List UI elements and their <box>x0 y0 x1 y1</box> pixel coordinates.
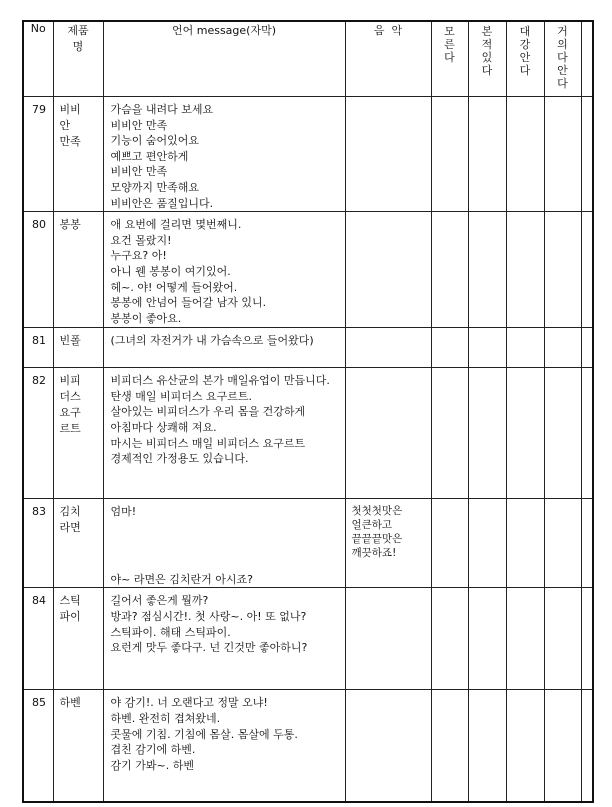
message-line: 모양까지 만족해요 <box>110 180 200 194</box>
message-line: 봉봉이 좋아요. <box>110 311 182 325</box>
table-row <box>23 328 593 368</box>
header-no: No <box>23 21 53 97</box>
check-roughly-know[interactable] <box>506 328 544 368</box>
message-line: 아니 웬 봉봉이 여기있어. <box>110 264 231 278</box>
product-name <box>53 499 103 588</box>
message-line: 감기 가봐~. 하벤 <box>110 758 194 772</box>
check-roughly-know[interactable] <box>506 499 544 588</box>
check-roughly-know[interactable] <box>506 97 544 212</box>
message-line: 경제적인 가정용도 있습니다. <box>110 452 249 466</box>
check-seen[interactable] <box>468 690 506 802</box>
header-music: 음 악 <box>345 21 431 97</box>
ad-recognition-table <box>22 20 594 803</box>
message-line: 가슴을 내려다 보세요 <box>110 103 214 116</box>
message-line: 방과? 점심시간!. 첫 사랑~. 아! 또 없나? <box>110 609 307 623</box>
check-unknown[interactable] <box>431 368 468 499</box>
check-seen[interactable] <box>468 328 506 368</box>
header-product-line: 명 <box>72 40 84 53</box>
header-blank <box>581 21 593 97</box>
music-cell <box>345 499 431 588</box>
product-line: 김치 <box>59 505 81 519</box>
row-number: 79 <box>23 97 53 212</box>
check-roughly-know[interactable] <box>506 212 544 328</box>
product-line: 더스 <box>59 390 81 404</box>
check-mostly-know[interactable] <box>544 97 581 212</box>
table-row <box>23 212 593 328</box>
row-number: 82 <box>23 368 53 499</box>
message-line: 봉봉에 안넘어 들어갈 남자 있니. <box>110 296 267 310</box>
message-gap <box>111 540 341 560</box>
product-name <box>53 588 103 690</box>
check-mostly-know[interactable] <box>544 588 581 690</box>
check-roughly-know[interactable] <box>506 690 544 802</box>
table-row <box>23 368 593 499</box>
message-line: 누구요? 아! <box>110 249 167 263</box>
row-number: 84 <box>23 588 53 690</box>
message-line: 콧물에 기침. 기침에 몸살. 몸살에 두통. <box>110 727 298 741</box>
product-line: 하벤 <box>59 696 81 710</box>
row-number: 85 <box>23 690 53 802</box>
music-cell <box>345 368 431 499</box>
check-mostly-know[interactable] <box>544 368 581 499</box>
ad-message <box>103 97 345 212</box>
row-number: 83 <box>23 499 53 588</box>
product-line: 파이 <box>59 610 81 624</box>
ad-message <box>103 368 345 499</box>
music-cell <box>345 328 431 368</box>
message-line: 비비안은 품질입니다. <box>110 196 214 210</box>
ad-message <box>103 499 345 588</box>
message-line: 비비안 만족 <box>110 118 168 132</box>
message-line: 스틱파이. 해태 스틱파이. <box>110 625 231 639</box>
product-line: 봉봉 <box>59 218 81 232</box>
product-line: 만족 <box>59 135 81 148</box>
product-line: 안 <box>59 119 71 132</box>
header-product-line: 제품 <box>67 24 89 37</box>
message-line: 하벤. 완전히 겹쳐왔네. <box>110 711 221 725</box>
check-roughly-know[interactable] <box>506 368 544 499</box>
check-mostly-know[interactable] <box>544 212 581 328</box>
product-line: 비피 <box>59 374 81 388</box>
check-unknown[interactable] <box>431 499 468 588</box>
ad-message <box>103 212 345 328</box>
music-cell <box>345 588 431 690</box>
row-number: 80 <box>23 212 53 328</box>
blank-cell <box>581 588 593 690</box>
check-unknown[interactable] <box>431 328 468 368</box>
ad-message <box>103 588 345 690</box>
music-line: 첫첫첫맛은 <box>351 505 403 518</box>
music-cell <box>345 690 431 802</box>
check-unknown[interactable] <box>431 690 468 802</box>
message-line: 비비안 만족 <box>110 165 168 179</box>
product-name <box>53 690 103 802</box>
music-cell <box>345 212 431 328</box>
message-line: 겹친 감기에 하벤. <box>110 743 196 757</box>
music-cell <box>345 97 431 212</box>
check-seen[interactable] <box>468 368 506 499</box>
header-seen <box>468 21 506 97</box>
message-line: 예쁘고 편안하게 <box>110 149 189 163</box>
ad-message <box>103 690 345 802</box>
header-unknown <box>431 21 468 97</box>
header-unknown-label: 모른다 <box>444 25 455 64</box>
message-line: 아침마다 상쾌해 져요. <box>110 420 217 434</box>
check-seen[interactable] <box>468 499 506 588</box>
check-mostly-know[interactable] <box>544 499 581 588</box>
message-gap <box>111 520 341 540</box>
music-line: 깨끗하죠! <box>351 547 397 560</box>
product-name <box>53 328 103 368</box>
blank-cell <box>581 368 593 499</box>
header-mostly-know-label: 거의다안다 <box>557 25 568 90</box>
table-row <box>23 588 593 690</box>
message-line: 야 감기!. 너 오랜다고 정말 오냐! <box>110 696 268 710</box>
message-line: 비피더스 유산균의 본가 매일유업이 만듭니다. 탄생 매일 비피더스 요구르트. <box>110 374 330 403</box>
product-name <box>53 212 103 328</box>
product-line: 스틱 <box>59 594 81 608</box>
check-roughly-know[interactable] <box>506 588 544 690</box>
table-row <box>23 690 593 802</box>
row-number: 81 <box>23 328 53 368</box>
check-unknown[interactable] <box>431 97 468 212</box>
message-line: (그녀의 자전거가 내 가슴속으로 들어왔다) <box>110 334 314 348</box>
check-unknown[interactable] <box>431 588 468 690</box>
message-line: 헤~. 야! 어떻게 들어왔어. <box>110 280 238 294</box>
product-name <box>53 368 103 499</box>
check-mostly-know[interactable] <box>544 328 581 368</box>
message-gap <box>111 560 341 572</box>
message-line: 살아있는 비피더스가 우리 몸을 건강하게 <box>110 405 306 419</box>
product-line: 빈폴 <box>59 334 81 348</box>
header-message: 언어 message(자막) <box>103 21 345 97</box>
check-seen[interactable] <box>468 588 506 690</box>
blank-cell <box>581 690 593 802</box>
message-line: 기능이 숨어있어요 <box>110 134 200 148</box>
check-unknown[interactable] <box>431 212 468 328</box>
message-line: 애 요번에 걸리면 몇번째니. <box>110 218 242 232</box>
product-line: 르트 <box>59 422 81 436</box>
check-seen[interactable] <box>468 97 506 212</box>
product-name <box>53 97 103 212</box>
survey-page <box>22 20 592 792</box>
product-line: 요구 <box>59 406 81 420</box>
message-line: 요건 몰랐지! <box>110 233 172 247</box>
message-line: 마시는 비피더스 매일 비피더스 요구르트 <box>110 436 306 450</box>
header-seen-label: 본적있다 <box>481 25 493 77</box>
blank-cell <box>581 499 593 588</box>
blank-cell <box>581 328 593 368</box>
product-line: 라면 <box>59 521 81 535</box>
message-line: 길어서 좋은게 뭘까? <box>110 594 209 608</box>
check-mostly-know[interactable] <box>544 690 581 802</box>
music-line: 얼큰하고 <box>351 519 393 532</box>
header-roughly-know <box>506 21 544 97</box>
header-mostly-know <box>544 21 581 97</box>
music-line: 끝끝끝맛은 <box>351 533 403 546</box>
product-line: 비비 <box>59 103 81 116</box>
blank-cell <box>581 212 593 328</box>
message-line: 야~ 라면은 김치란거 아시죠? <box>110 572 253 586</box>
message-line: 요런게 맛두 좋다구. 넌 긴것만 좋아하니? <box>110 641 308 655</box>
header-roughly-know-label: 대강안다 <box>519 25 531 77</box>
table-row <box>23 499 593 588</box>
table-header-row <box>23 21 593 97</box>
check-seen[interactable] <box>468 212 506 328</box>
header-product <box>53 21 103 97</box>
table-row <box>23 97 593 212</box>
message-line: 엄마! <box>110 505 137 519</box>
blank-cell <box>581 97 593 212</box>
ad-message <box>103 328 345 368</box>
